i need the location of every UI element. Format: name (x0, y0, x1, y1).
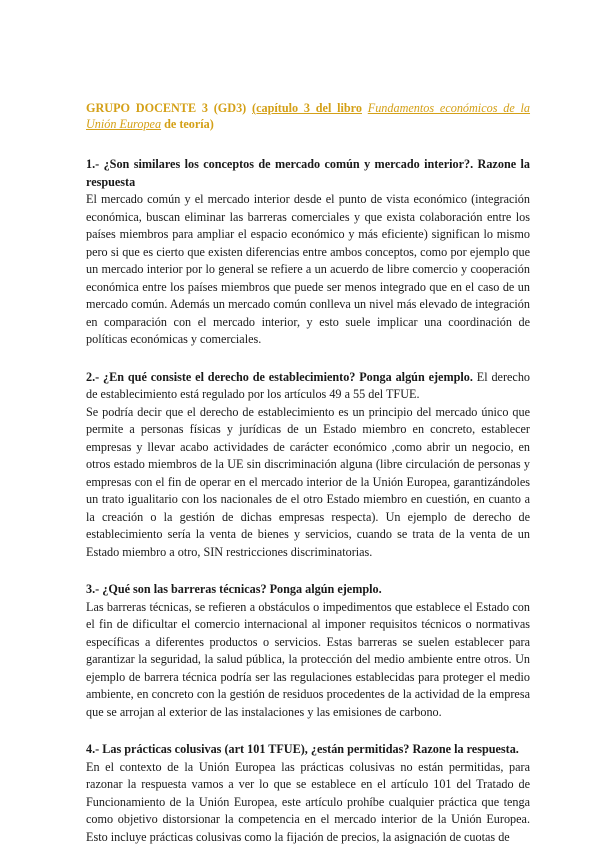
section-1 (86, 156, 530, 349)
question-4: 4.- Las prácticas colusivas (art 101 TFUE), ¿están permitidas? Razone la respuesta. (86, 742, 519, 756)
chapter-prefix: (capítulo 3 del libro (252, 101, 362, 115)
section-3 (86, 581, 530, 721)
answer-1: El mercado común y el mercado interior desde el punto de vista económico (integración económica, buscan eliminar las barreras comerciales y que exista colaboración entre los países miembros para ampliar el espacio económico y más eficiente) significan lo mismo pero si que es cierto que existen diferencias entre ambos conceptos, como por ejemplo que un mercado interior por lo general se refiere a un acuerdo de libre comercio y cooperación económica entre los países miembros que puede ser menos integrado que en el caso de un mercado común. Además un mercado común conlleva un nivel más elevado de integración en comparación con el mercado interior, y esto suele implicar una coordinación de políticas económicas y comerciales. (86, 192, 530, 346)
question-3: 3.- ¿Qué son las barreras técnicas? Ponga algún ejemplo. (86, 582, 382, 596)
answer-3: Las barreras técnicas, se refieren a obstáculos o impedimentos que establece el Estado con el fin de dificultar el comercio internacional al imponer requisitos técnicos o normativas específicas a diferentes productos o servicios. Estas barreras se suelen establecer para garantizar la seguridad, la salud pública, la protección del medio ambiente entre otros. Un ejemplo de barrera técnica podría ser las regulaciones establecidas para proteger el medio ambiente, en concreto con la gestión de residuos procedentes de la actividad de la empresa que se arrojan al exterior de las instalaciones y las emisiones de carbono. (86, 599, 530, 719)
question-2-text: 2.- ¿En qué consiste el derecho de establecimiento? Ponga algún ejemplo. (86, 369, 473, 384)
answer-2-intro: El derecho de establecimiento está regulado por los artículos 49 a 55 del TFUE. (86, 369, 531, 401)
group-title: GRUPO DOCENTE 3 (GD3) (86, 101, 247, 115)
section-4 (86, 741, 530, 846)
question-2 (86, 369, 530, 404)
document-content (86, 100, 530, 866)
question-1: 1.- ¿Son similares los conceptos de mercado común y mercado interior?. Razone la respuesta (86, 157, 530, 189)
chapter-suffix: de teoría) (164, 117, 214, 131)
document-header (86, 100, 530, 132)
book-title: Fundamentos económicos de la Unión Europea (86, 101, 531, 131)
section-2 (86, 369, 530, 562)
answer-2: Se podría decir que el derecho de establecimiento es un principio del mercado único que permite a personas físicas y jurídicas de un Estado miembro en concreto, establecer empresas y llevar acabo actividades de carácter económico ,como abrir un negocio, en otros estado miembros de la UE sin discriminación alguna (libre circulación de personas y empresas con el fin de operar en el mercado interior de la Unión Europea, garantizándoles un trato igualitario con los nacionales de el otro Estado miembro en cuestión, en cuanto a la creación o la gestión de dichas empresas respecta). Un ejemplo de derecho de establecimiento sería la venta de bienes y servicios, cuando se trata de la venta de un Estado miembro a otro, SIN restricciones discriminatorias. (86, 404, 530, 559)
answer-4: En el contexto de la Unión Europea las prácticas colusivas no están permitidas, para razonar la respuesta vamos a ver lo que se establece en el artículo 101 del Tratado de Funcionamiento de la Unión Europea, este artículo prohíbe cualquier práctica que tenga como objetivo distorsionar la competencia en el mercado interior de la Unión Europea. Esto incluye prácticas colusivas como la fijación de precios, la asignación de cuotas de (86, 759, 530, 844)
